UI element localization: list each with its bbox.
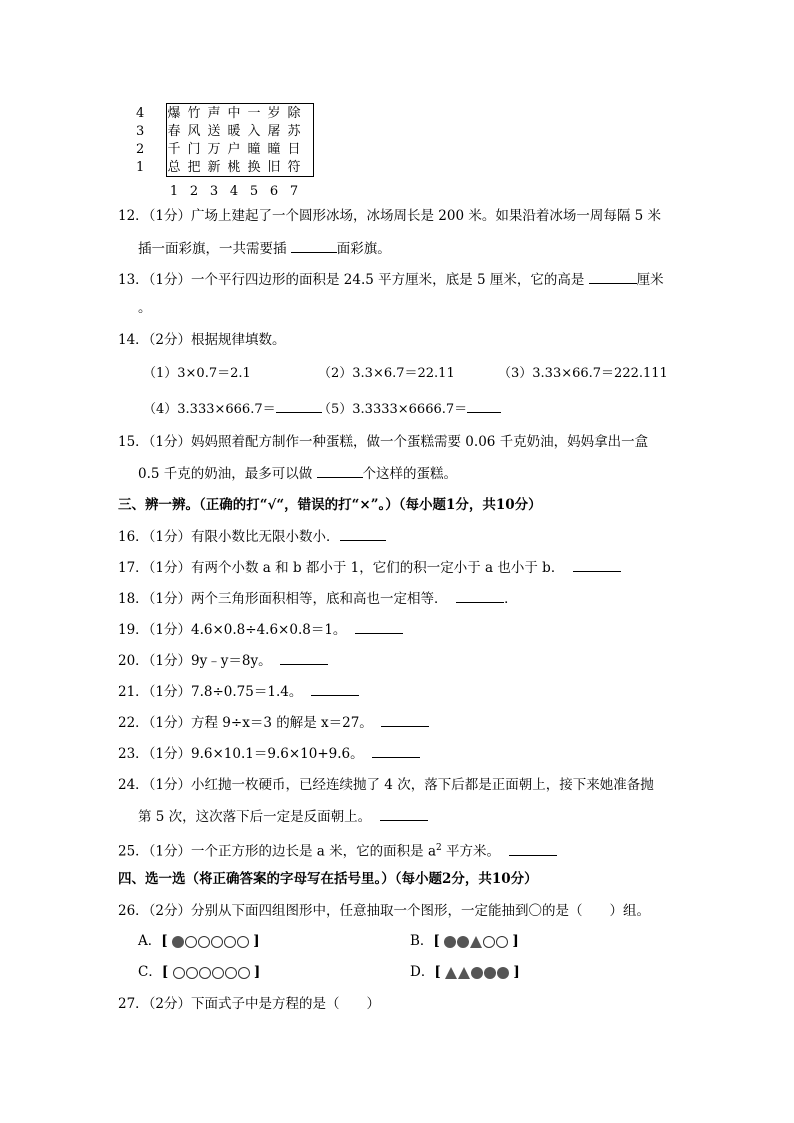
hollow-circle-icon	[186, 967, 198, 979]
question-19	[118, 619, 403, 640]
option-c-shapes	[173, 967, 250, 979]
grid-cell: 声	[207, 106, 221, 121]
grid-cell: 中	[227, 106, 241, 121]
bracket-close: ]	[512, 933, 519, 949]
answer-blank-14-5[interactable]	[467, 398, 501, 413]
answer-blank-13[interactable]	[589, 269, 637, 284]
grid-cell: 总	[167, 160, 181, 175]
question-17	[118, 557, 621, 578]
answer-blank-15[interactable]	[317, 463, 363, 478]
grid-cell: 春	[167, 124, 181, 139]
grid-cell: 岁	[267, 106, 281, 121]
grid-cell: 曈	[267, 142, 281, 157]
grid-cell: 旧	[267, 160, 281, 175]
row-number: 3	[136, 124, 145, 139]
answer-blank-18[interactable]	[456, 588, 504, 603]
col-number: 4	[229, 184, 239, 199]
col-number: 2	[189, 184, 199, 199]
answer-blank-23[interactable]	[372, 743, 420, 758]
question-15-suffix: 个这样的蛋糕。	[362, 466, 458, 482]
question-20-text: 20．（1分）9y﹣y＝8y。	[118, 653, 272, 669]
answer-blank-16[interactable]	[340, 526, 386, 541]
option-d-shapes	[445, 967, 509, 979]
filled-circle-icon	[484, 967, 496, 979]
question-16-text: 16．（1分）有限小数比无限小数小．	[118, 529, 340, 545]
question-25-text: 25．（1分）一个正方形的边长是 a 米，它的面积是 a	[118, 843, 436, 860]
option-b-label: B．	[410, 933, 434, 949]
filled-circle-icon	[444, 936, 456, 948]
answer-blank-24[interactable]	[380, 806, 428, 821]
question-12-line1: 12．（1分）广场上建起了一个圆形冰场，冰场周长是 200 米。如果沿着冰场一周每隔 5 米	[118, 208, 662, 224]
question-22	[118, 712, 429, 733]
answer-blank-19[interactable]	[355, 619, 403, 634]
question-15-text: 0.5 千克的奶油，最多可以做	[138, 466, 317, 482]
grid-cell: 把	[187, 160, 201, 175]
question-23	[118, 743, 420, 764]
bracket-open: [	[161, 964, 169, 980]
question-14-stem: 14．（2分）根据规律填数。	[118, 332, 286, 348]
question-16	[118, 526, 386, 547]
hollow-circle-icon	[212, 967, 224, 979]
filled-circle-icon	[172, 936, 184, 948]
grid-cell: 爆	[167, 106, 181, 121]
triangle-icon	[458, 967, 470, 979]
question-14-sub4	[143, 398, 322, 420]
bracket-open: [	[434, 964, 441, 980]
question-15-line2	[138, 463, 457, 484]
option-d-label: D．	[410, 964, 435, 980]
answer-blank-20[interactable]	[280, 650, 328, 665]
question-15-line1: 15．（1分）妈妈照着配方制作一种蛋糕，做一个蛋糕需要 0.06 千克奶油，妈妈拿出一盒	[118, 434, 649, 450]
filled-circle-icon	[471, 967, 483, 979]
grid-cell: 万	[207, 142, 221, 157]
answer-blank-14-4[interactable]	[276, 398, 322, 413]
question-18-suffix: ．	[504, 591, 518, 607]
grid-cell: 送	[207, 124, 221, 139]
grid-cell: 新	[207, 160, 221, 175]
hollow-circle-icon	[483, 936, 495, 948]
question-18	[118, 588, 518, 609]
question-18-text: 18．（1分）两个三角形面积相等，底和高也一定相等．	[118, 591, 448, 607]
question-12-suffix: 面彩旗。	[336, 241, 391, 257]
option-b[interactable]	[410, 931, 519, 951]
question-12-text: 插一面彩旗，一共需要插	[138, 241, 291, 257]
option-a-label: A．	[138, 933, 162, 949]
row-number: 2	[136, 142, 145, 157]
answer-blank-21[interactable]	[311, 681, 359, 696]
filled-circle-icon	[457, 936, 469, 948]
answer-blank-25[interactable]	[509, 841, 557, 856]
question-13-line2: 。	[138, 300, 152, 316]
question-13-line1	[118, 269, 664, 290]
col-number: 6	[269, 184, 279, 199]
question-24-line2	[138, 806, 428, 827]
question-26-stem: 26．（2分）分别从下面四组图形中，任意抽取一个图形，一定能抽到〇的是（ ）组。	[118, 903, 651, 919]
col-number: 7	[289, 184, 299, 199]
question-20	[118, 650, 328, 671]
question-14-sub5-text: （5）3.3333×6666.7＝	[318, 402, 468, 417]
bracket-close: ]	[253, 933, 260, 949]
answer-blank-17[interactable]	[573, 557, 621, 572]
hollow-circle-icon	[185, 936, 197, 948]
grid-cell: 竹	[187, 106, 201, 121]
question-14-sub5	[318, 398, 501, 420]
question-19-text: 19．（1分）4.6×0.8÷4.6×0.8＝1。	[118, 622, 347, 638]
filled-circle-icon	[497, 967, 509, 979]
hollow-circle-icon	[496, 936, 508, 948]
hollow-circle-icon	[199, 967, 211, 979]
row-number: 4	[136, 106, 145, 121]
question-27-stem: 27．（2分）下面式子中是方程的是（ ）	[118, 996, 381, 1012]
grid-cell: 户	[227, 142, 241, 157]
option-b-shapes	[444, 936, 508, 948]
grid-cell: 风	[187, 124, 201, 139]
hollow-circle-icon	[238, 967, 250, 979]
hollow-circle-icon	[225, 967, 237, 979]
grid-cell: 曈	[247, 142, 261, 157]
question-14-sub3: （3）3.33×66.7＝222.111	[498, 366, 668, 381]
question-14-sub1: （1）3×0.7＝2.1	[143, 366, 251, 381]
col-number: 1	[169, 184, 179, 199]
question-25-exponent: 2	[436, 843, 442, 853]
question-14-sub2: （2）3.3×6.7＝22.11	[318, 366, 455, 381]
col-number: 5	[249, 184, 259, 199]
bracket-open: [	[161, 933, 168, 949]
hollow-circle-icon	[237, 936, 249, 948]
character-grid-figure	[136, 100, 316, 200]
option-d[interactable]	[410, 962, 520, 982]
question-13-unit: 厘米	[636, 272, 664, 288]
grid-cell: 日	[287, 142, 301, 157]
hollow-circle-icon	[173, 967, 185, 979]
grid-cell: 换	[247, 160, 261, 175]
option-a-shapes	[172, 936, 249, 948]
grid-cell: 符	[287, 160, 301, 175]
question-23-text: 23．（1分）9.6×10.1＝9.6×10+9.6。	[118, 746, 364, 762]
grid-cell: 一	[247, 106, 261, 121]
question-24-text: 第 5 次，这次落下后一定是反面朝上。	[138, 809, 372, 825]
option-c[interactable]	[138, 962, 260, 982]
col-number: 3	[209, 184, 219, 199]
grid-cell: 门	[187, 142, 201, 157]
grid-cell: 屠	[267, 124, 281, 139]
question-25-text-b: 平方米。	[441, 843, 501, 860]
grid-cell: 千	[167, 142, 181, 157]
question-14-sub4-text: （4）3.333×666.7＝	[143, 402, 276, 417]
question-21	[118, 681, 359, 702]
grid-cell: 除	[287, 106, 301, 121]
question-13-text: 13．（1分）一个平行四边形的面积是 24.5 平方厘米，底是 5 厘米，它的高是	[118, 272, 589, 288]
answer-blank-22[interactable]	[381, 712, 429, 727]
triangle-icon	[445, 967, 457, 979]
question-25	[118, 838, 557, 862]
grid-cell: 苏	[287, 124, 301, 139]
answer-blank-12[interactable]	[291, 238, 337, 253]
hollow-circle-icon	[211, 936, 223, 948]
row-number: 1	[136, 160, 145, 175]
option-a[interactable]	[138, 931, 260, 951]
grid-cell: 入	[247, 124, 261, 139]
question-21-text: 21．（1分）7.8÷0.75＝1.4。	[118, 684, 303, 700]
bracket-close: ]	[253, 964, 261, 980]
hollow-circle-icon	[198, 936, 210, 948]
hollow-circle-icon	[224, 936, 236, 948]
question-17-text: 17．（1分）有两个小数 a 和 b 都小于 1，它们的积一定小于 a 也小于 b．	[118, 560, 565, 576]
bracket-close: ]	[513, 964, 520, 980]
triangle-icon	[470, 936, 482, 948]
option-c-label: C．	[138, 964, 162, 980]
bracket-open: [	[433, 933, 440, 949]
section-3-heading: 三、辨一辨。（正确的打“√“，错误的打“×”。）（每小题1分，共10分）	[118, 497, 542, 513]
grid-cell: 暖	[227, 124, 241, 139]
question-12-line2	[138, 238, 391, 259]
grid-cell: 桃	[227, 160, 241, 175]
question-24-line1: 24．（1分）小红抛一枚硬币，已经连续抛了 4 次，落下后都是正面朝上，接下来她准备抛	[118, 777, 654, 793]
question-22-text: 22．（1分）方程 9÷x＝3 的解是 x＝27。	[118, 715, 373, 731]
section-4-heading: 四、选一选（将正确答案的字母写在括号里。）（每小题2分，共10分）	[118, 871, 538, 887]
